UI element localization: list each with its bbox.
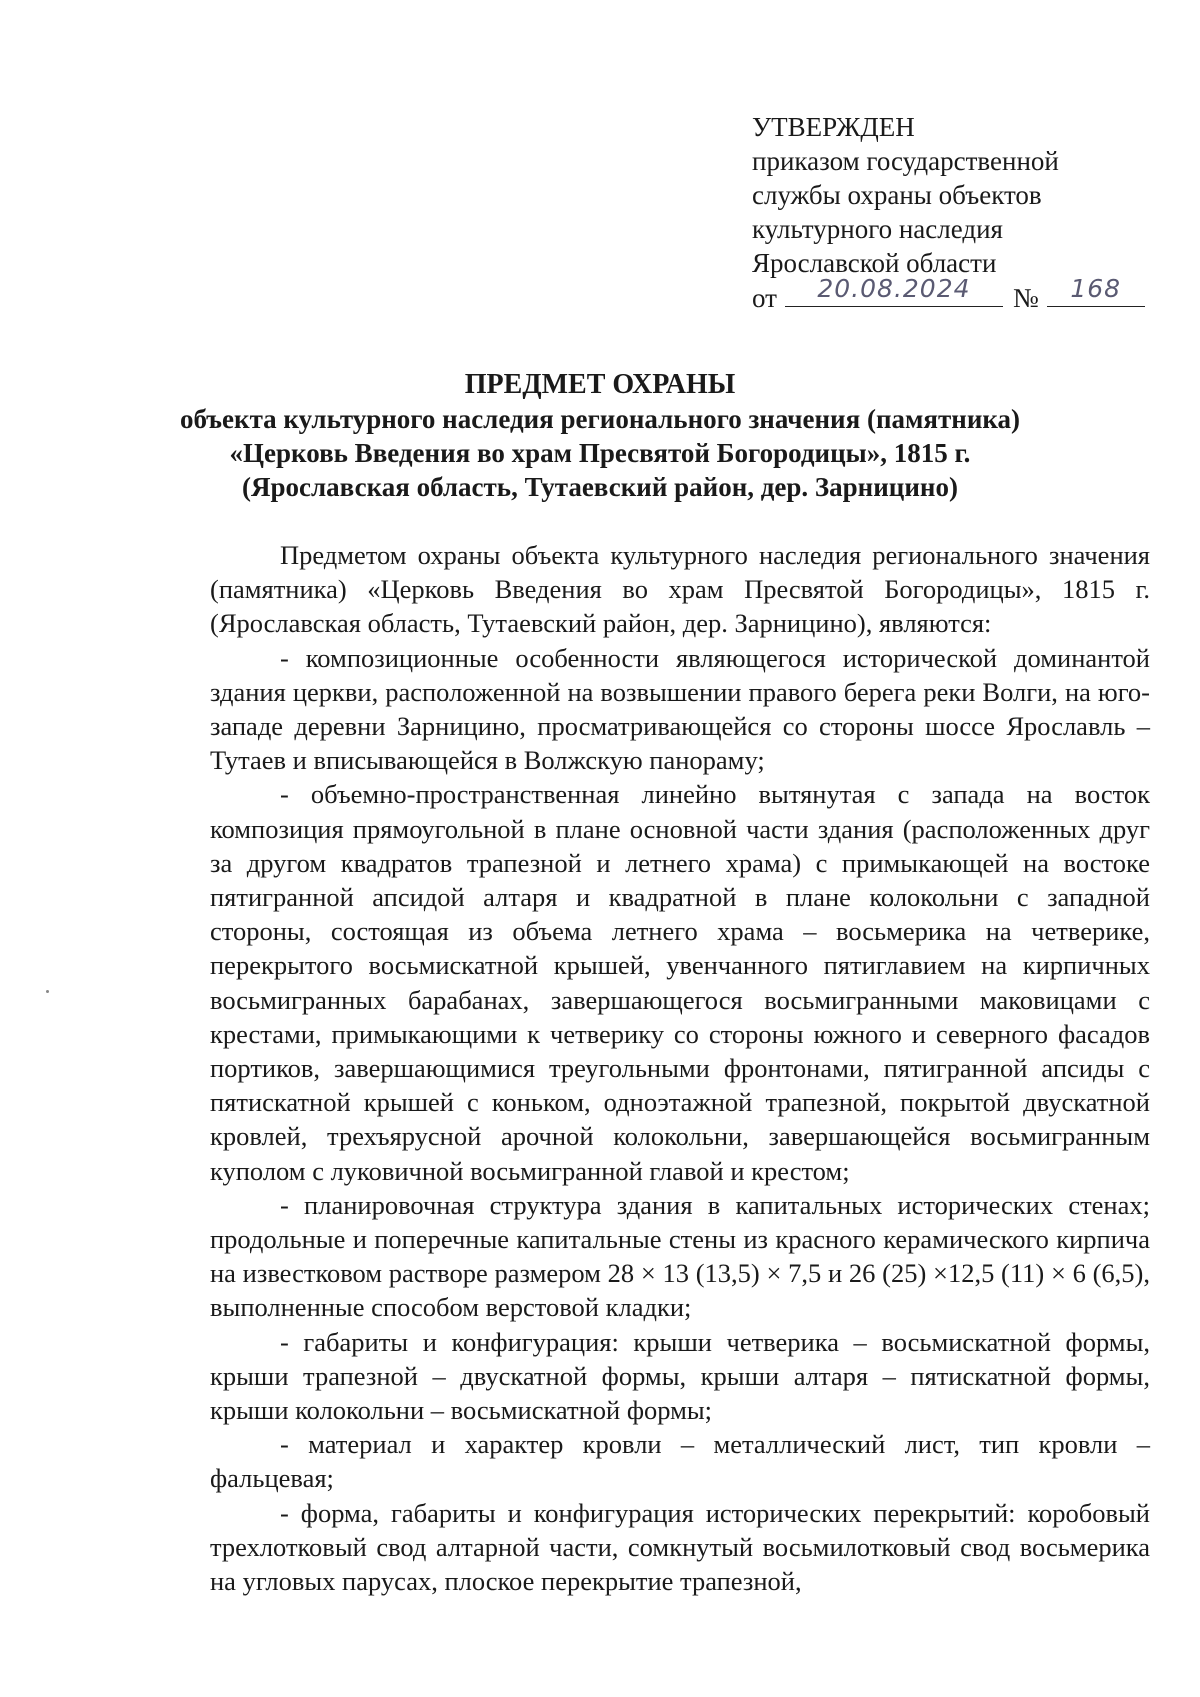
item-ceilings: - форма, габариты и конфигурация исторических перекрытий: коробовый трехлотковый свод алтарной части, сомкнутый восьмилотковый свод восьмерика на угловых парусах, плоское перекрытие трапезной, <box>210 1497 1150 1597</box>
date-field <box>785 274 1003 307</box>
document-title <box>179 368 1021 504</box>
approval-line-2: службы охраны объектов <box>752 180 1042 210</box>
handwritten-number: 168 <box>1070 274 1122 303</box>
number-sign: № <box>1012 283 1039 313</box>
approval-line-3: культурного наследия <box>752 214 1003 244</box>
item-roof-dimensions: - габариты и конфигурация: крыши четверика – восьмискатной формы, крыши трапезной – двускатной формы, крыши алтаря – пятискатной формы, крыши колокольни – восьмискатной формы; <box>210 1326 1150 1426</box>
date-prefix: от <box>752 283 777 313</box>
document-body <box>210 538 1150 1598</box>
title-main: ПРЕДМЕТ ОХРАНЫ <box>464 369 736 400</box>
approval-date-number-row <box>752 274 1152 315</box>
approval-line-1: приказом государственной <box>752 146 1059 176</box>
title-line-4: (Ярославская область, Тутаевский район, дер. Зарницино) <box>242 472 958 502</box>
item-composition: - композиционные особенности являющегося исторической доминантой здания церкви, расположенной на возвышении правого берега реки Волги, на юго-западе деревни Зарницино, просматривающейся со стороны шоссе Ярославль – Тутаев и вписывающейся в Волжскую панораму; <box>210 642 1150 776</box>
approval-line-4: Ярославской области <box>752 248 997 278</box>
title-line-3: «Церковь Введения во храм Пресвятой Богородицы», 1815 г. <box>229 438 971 468</box>
handwritten-date: 20.08.2024 <box>817 274 971 303</box>
approval-heading: УТВЕРЖДЕН <box>752 112 915 142</box>
number-field <box>1047 274 1145 307</box>
item-volume-space: - объемно-пространственная линейно вытянутая с запада на восток композиция прямоугольной в плане основной части здания (расположенных друг за другом квадратов трапезной и летнего храма) с примыкающей на востоке пятигранной апсидой алтаря и квадратной в плане колокольни с западной стороны, состоящая из объема летнего храма – восьмерика на четверике, перекрытого восьмискатной крышей, увенчанного пятиглавием на кирпичных восьмигранных барабанах, завершающегося восьмигранными маковицами с крестами, примыкающими к четверику со стороны южного и северного фасадов портиков, завершающимися треугольными фронтонами, пятигранной апсиды с пятискатной крышей с коньком, одноэтажной трапезной, покрытой двускатной кровлей, трехъярусной арочной колокольни, завершающейся восьмигранным куполом с луковичной восьмигранной главой и крестом; <box>210 779 1150 1186</box>
scan-speck <box>46 990 49 993</box>
intro-paragraph: Предметом охраны объекта культурного наследия регионального значения (памятника) «Церковь Введения во храм Пресвятой Богородицы», 1815 г. (Ярославская область, Тутаевский район, дер. Зарницино), являются: <box>210 540 1150 639</box>
title-line-2: объекта культурного наследия регионального значения (памятника) <box>179 404 1021 434</box>
item-planning-structure: - планировочная структура здания в капитальных исторических стенах; продольные и поперечные капитальные стены из красного керамического кирпича на известковом растворе размером 28 × 13 (13,5) × 7,5 и 26 (25) ×12,5 (11) × 6 (6,5), выполненные способом верстовой кладки; <box>210 1189 1150 1323</box>
item-roof-material: - материал и характер кровли – металлический лист, тип кровли – фальцевая; <box>210 1429 1150 1494</box>
approval-stamp-block <box>752 110 1152 315</box>
